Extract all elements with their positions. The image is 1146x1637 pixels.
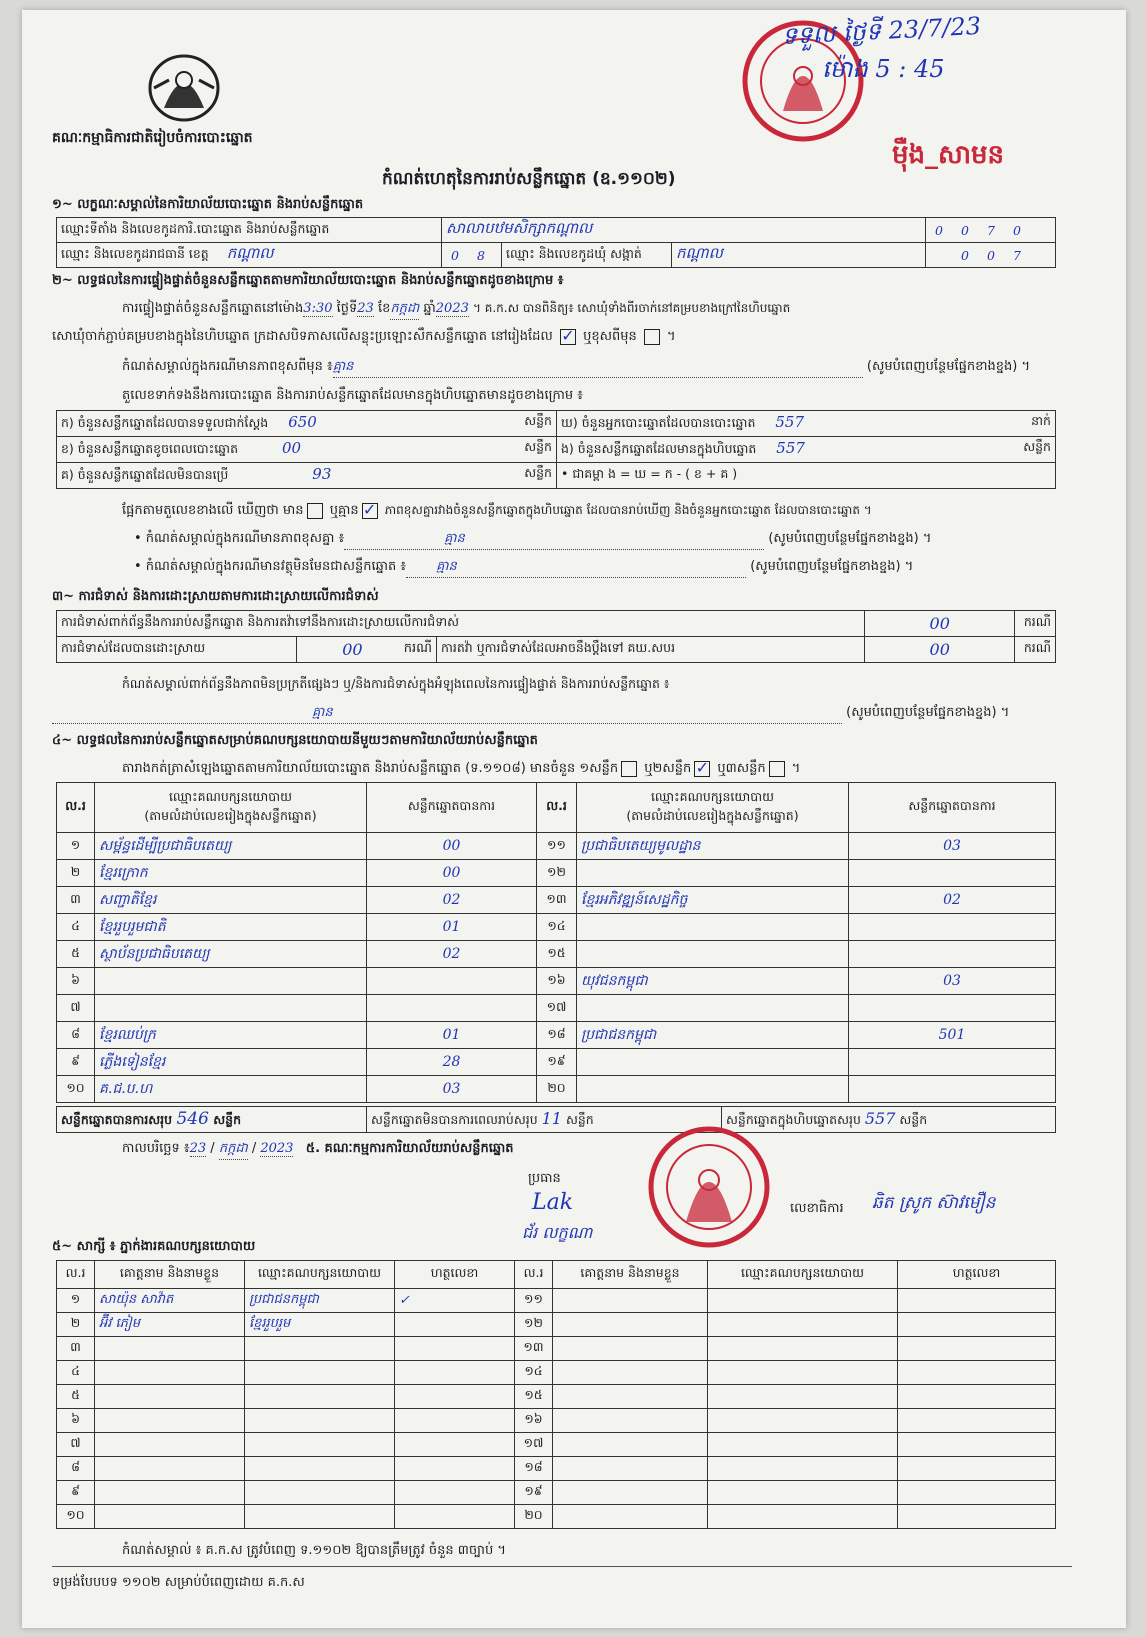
witness-name (95, 1457, 245, 1481)
resolved-label: ការជំទាស់ដែលបានដោះស្រាយ (57, 637, 297, 663)
commune-name: កណ្ដាល (672, 243, 926, 268)
witness-signature (395, 1481, 515, 1505)
witness-name (553, 1505, 708, 1529)
vote-count: 501 (849, 1022, 1056, 1049)
total-box: សន្លឹកឆ្នោតក្នុងហិបឆ្នោតសរុប 557 សន្លឹក (722, 1107, 1056, 1133)
party-name: ខ្មែរឈប់ក្រ (95, 1022, 367, 1049)
witness-name (553, 1361, 708, 1385)
party-name: ខ្មែរអភិវឌ្ឍន៍សេដ្ឋកិច្ច (577, 887, 849, 914)
witness-signature (898, 1361, 1056, 1385)
row-no: ៤ (57, 1361, 95, 1385)
footer-divider (52, 1566, 1072, 1567)
vote-count: 02 (367, 887, 537, 914)
commune-label: ឈ្មោះ និងលេខកូដឃុំ សង្កាត់ (502, 243, 672, 268)
witness-party (708, 1457, 898, 1481)
table-row (57, 1337, 1056, 1361)
row-no: ១៥ (537, 941, 577, 968)
row-no: ៧ (57, 1433, 95, 1457)
note1-value: គ្មាន (333, 358, 863, 378)
tally-sheet-line: តារាងកត់ត្រាសំឡេងឆ្នោតតាមការិយាល័យបោះឆ្នោត និងរាប់សន្លឹកឆ្នោត (ទ.១១០៨) មានចំនួន ១សន្លឹក ឬ២សន្លឹក ✓ ឬ៣សន្លឹក ។ (122, 757, 801, 777)
table-row (57, 833, 1056, 860)
row-no: ៨ (57, 1457, 95, 1481)
witness-signature (395, 1361, 515, 1385)
witness-signature (395, 1313, 515, 1337)
row-no: ១៩ (515, 1481, 553, 1505)
witness-name (95, 1409, 245, 1433)
col-votes-2: សន្លឹកឆ្នោតបានការ (849, 783, 1056, 833)
vote-count (849, 995, 1056, 1022)
province-label: ឈ្មោះ និងលេខកូដរាជធានី ខេត្ត កណ្ដាល (57, 243, 442, 268)
table-row (57, 1076, 1056, 1103)
stat-a: ក) ចំនួនសន្លឹកឆ្នោតដែលបានទទួលជាក់ស្ដែង 650 សន្លឹក (57, 411, 557, 437)
witness-signature: ✓ (395, 1289, 515, 1313)
party-name: សញ្ជាតិខ្មែរ (95, 887, 367, 914)
row-no: ២ (57, 1313, 95, 1337)
stat-c: គ) ចំនួនសន្លឹកឆ្នោតដែលមិនបានប្រើ 93 សន្លឹក (57, 463, 557, 489)
section1-table (56, 217, 1056, 268)
section5-heading: ៥~ សាក្សី ៖ ភ្នាក់ងារគណបក្សនយោបាយ (52, 1239, 256, 1254)
total-invalid: សន្លឹកឆ្នោតមិនបានការពេលរាប់សរុប 11 សន្លឹក (367, 1107, 722, 1133)
witness-signature (898, 1433, 1056, 1457)
witness-signature (395, 1337, 515, 1361)
witness-party (708, 1433, 898, 1457)
witness-party (245, 1385, 395, 1409)
stat-b: ខ) ចំនួនសន្លឹកឆ្នោតខូចពេលបោះឆ្នោត 00 សន្លឹក (57, 437, 557, 463)
verification-line-1: ការផ្ទៀងផ្ទាត់ចំនួនសន្លឹកឆ្នោតនៅម៉ោង3:30 ថ្ងៃទី23 ខែកក្កដា ឆ្នាំ2023 ។ គ.ក.ស បានពិនិត្យ៖ សោឃុំទាំងពីរចាក់នៅគម្របខាងក្រៅនៃហិបឆ្នោត (122, 300, 1112, 320)
witness-name (95, 1505, 245, 1529)
objections-table (56, 610, 1056, 663)
witness-party (245, 1505, 395, 1529)
vote-count: 02 (367, 941, 537, 968)
commune-code: 0 0 7 (926, 243, 1056, 268)
province-name: កណ្ដាល (226, 244, 274, 262)
row-no: ៩ (57, 1049, 95, 1076)
row-no: ១៧ (515, 1433, 553, 1457)
witness-party (245, 1457, 395, 1481)
witness-party (708, 1409, 898, 1433)
form-note: ទម្រង់បែបបទ ១១០២ សម្រាប់បំពេញដោយ គ.ក.ស (52, 1575, 305, 1590)
received-time-note: ម៉ោង 5 : 45 (822, 55, 945, 83)
w-col-sign-2: ហត្ថលេខា (898, 1261, 1056, 1289)
witness-party (245, 1481, 395, 1505)
party-name: ប្រជាជនកម្ពុជា (577, 1022, 849, 1049)
witness-name (95, 1481, 245, 1505)
results-table (56, 782, 1056, 1103)
chair-name: ជ័រ លក្ខណា (522, 1223, 593, 1242)
row-no: ២ (57, 860, 95, 887)
verification-line-2: សោឃុំចាក់ភ្ជាប់គម្របខាងក្នុងនៃហិបឆ្នោត ក្រដាសបិទភាសលើសន្លុះប្រឡោះសឹកសន្លឹកឆ្នោត នៅរៀងដែល ✓ ឬខុសពីមុន ។ (52, 325, 676, 345)
witness-signature (395, 1457, 515, 1481)
section1-heading: ១~ លក្ខណៈសម្គាល់នៃការិយាល័យបោះឆ្នោត និងរាប់សន្លឹកឆ្នោត (52, 197, 364, 212)
party-name (577, 941, 849, 968)
witness-signature (898, 1409, 1056, 1433)
note2-line: • កំណត់សម្គាល់ក្នុងករណីមានភាពខុសគ្នា ៖ គ្មាន (សូមបំពេញបន្ថែមផ្នែកខាងខ្នង) ។ (134, 530, 1109, 550)
stat-e: ង) ចំនួនសន្លឹកឆ្នោតដែលមានក្នុងហិបឆ្នោត 557 សន្លឹក (557, 437, 1056, 463)
row-no: ៨ (57, 1022, 95, 1049)
table-row (57, 1505, 1056, 1529)
row-no: ១ (57, 1289, 95, 1313)
vote-count: 01 (367, 914, 537, 941)
table-row (57, 1289, 1056, 1313)
party-name: ខ្មែររួបរួមជាតិ (95, 914, 367, 941)
witness-name (553, 1337, 708, 1361)
province-code: 0 8 (442, 243, 502, 268)
vote-count: 03 (849, 833, 1056, 860)
vote-count: 01 (367, 1022, 537, 1049)
party-name (577, 1049, 849, 1076)
row-no: ៣ (57, 1337, 95, 1361)
party-name: ភ្លើងទៀនខ្មែរ (95, 1049, 367, 1076)
witness-signature (898, 1337, 1056, 1361)
resolved-count: 00 ករណី (297, 637, 437, 663)
row-no: ១២ (515, 1313, 553, 1337)
figures-intro: តួលេខទាក់ទងនឹងការបោះឆ្នោត និងការរាប់សន្លឹកឆ្នោតដែលមានក្នុងហិបឆ្នោតមានដូចខាងក្រោម ៖ (122, 388, 583, 403)
stat-d: ឃ) ចំនួនអ្នកបោះឆ្នោតដែលបានបោះឆ្នោត 557 នាក់ (557, 411, 1056, 437)
agency-name: គណៈកម្មាធិការជាតិរៀបចំការបោះឆ្នោត (52, 130, 253, 146)
row-no: ១៥ (515, 1385, 553, 1409)
date-line: កាលបរិច្ឆេទ ៖23 / កក្កដា / 2023 ៥. គណៈកម្មការការិយាល័យរាប់សន្លឹកឆ្នោត (122, 1140, 514, 1160)
witness-party: ប្រជាជនកម្ពុជា (245, 1289, 395, 1313)
formula: • ជាគម្ពា ង = ឃ = ក - ( ខ + គ ) (557, 463, 1056, 489)
vote-count (849, 941, 1056, 968)
table-row (57, 1409, 1056, 1433)
row-no: ៥ (57, 941, 95, 968)
witness-signature (898, 1385, 1056, 1409)
row-no: ៤ (57, 914, 95, 941)
witness-party (245, 1409, 395, 1433)
vote-count (849, 914, 1056, 941)
row-no: ៧ (57, 995, 95, 1022)
different-checkbox[interactable] (644, 329, 660, 345)
row-no: ១៦ (515, 1409, 553, 1433)
party-name (577, 995, 849, 1022)
table-row (57, 1457, 1056, 1481)
w-col-no-2: ល.រ (515, 1261, 553, 1289)
row-no: ១៤ (515, 1361, 553, 1385)
witness-signature (395, 1385, 515, 1409)
row-no: ១៨ (515, 1457, 553, 1481)
w-col-sign: ហត្ថលេខា (395, 1261, 515, 1289)
witness-name (553, 1289, 708, 1313)
witness-name: សាយ៉ុន សាវ៉ាត (95, 1289, 245, 1313)
witness-signature (898, 1505, 1056, 1529)
witness-name (553, 1409, 708, 1433)
note1-line: កំណត់សម្គាល់ក្នុងករណីមានភាពខុសពីមុន ៖គ្មាន (សូមបំពេញបន្ថែមផ្នែកខាងខ្នង) ។ (122, 358, 1107, 378)
row-no: ១៣ (537, 887, 577, 914)
party-name: ស្ថាប័នប្រជាធិបតេយ្យ (95, 941, 367, 968)
row-no: ១៦ (537, 968, 577, 995)
witness-name (553, 1313, 708, 1337)
chair-signature: Lak (532, 1190, 574, 1215)
table-row (57, 995, 1056, 1022)
witness-signature (395, 1505, 515, 1529)
one-sheet-checkbox[interactable] (621, 761, 637, 777)
vote-count: 28 (367, 1049, 537, 1076)
three-sheets-checkbox[interactable] (769, 761, 785, 777)
party-name (577, 914, 849, 941)
row-no: ១០ (57, 1505, 95, 1529)
w-col-no: ល.រ (57, 1261, 95, 1289)
witness-party (708, 1385, 898, 1409)
witness-signature (898, 1313, 1056, 1337)
chair-title: ប្រធាន (528, 1171, 561, 1186)
witness-signature (395, 1409, 515, 1433)
no-discrepancy-checkbox[interactable]: ✓ (362, 499, 377, 519)
table-row (57, 1433, 1056, 1457)
section4-heading: ៤~ លទ្ធផលនៃការរាប់សន្លឹកឆ្នោតសម្រាប់គណបក្សនយោបាយនីមួយៗតាមការិយាល័យរាប់សន្លឹកឆ្នោត (52, 733, 538, 748)
received-date-note: ទទួល ថ្ងៃទី 23/7/23 (781, 11, 982, 51)
row-no: ១៩ (537, 1049, 577, 1076)
two-sheets-checkbox[interactable]: ✓ (695, 757, 709, 777)
party-name: គ.ជ.ប.ហ (95, 1076, 367, 1103)
footnote: កំណត់សម្គាល់ ៖ គ.ក.ស ត្រូវបំពេញ ទ.១១០២ ឱ្យបានត្រឹមត្រូវ ចំនួន ៣ច្បាប់ ។ (122, 1543, 506, 1558)
table-row (57, 1385, 1056, 1409)
vote-count: 00 (367, 833, 537, 860)
table-row (57, 1022, 1056, 1049)
total-valid: សន្លឹកឆ្នោតបានការសរុប 546 សន្លឹក (57, 1107, 367, 1133)
row-no: ១៧ (537, 995, 577, 1022)
row-no: ១១ (515, 1289, 553, 1313)
witness-name: អ៊ីវ ភៀម (95, 1313, 245, 1337)
witness-name (95, 1361, 245, 1385)
witness-signature (898, 1481, 1056, 1505)
party-name (577, 1076, 849, 1103)
witness-name (553, 1385, 708, 1409)
witness-name (553, 1433, 708, 1457)
party-name: សម្ព័ន្ធដើម្បីប្រជាធិបតេយ្យ (95, 833, 367, 860)
form-title: កំណត់ហេតុនៃការរាប់សន្លឹកឆ្នោត (ឧ.១១០២) (382, 169, 676, 189)
witness-party (708, 1481, 898, 1505)
form-sheet (22, 10, 1126, 1628)
row-no: ៦ (57, 968, 95, 995)
discrepancy-line: ផ្អែកតាមតួលេខខាងលើ ឃើញថា មាន ឬគ្មាន ✓ ភាពខុសគ្នារវាងចំនួនសន្លឹកឆ្នោតក្នុងហិបឆ្នោត ដែលបានរាប់ឃើញ និងចំនួនអ្នកបោះឆ្នោត ដែលបានបោះឆ្នោត ។ (122, 499, 872, 519)
note3-line: • កំណត់សម្គាល់ក្នុងករណីមានវត្ថុមិនមែនជាសន្លឹកឆ្នោត ៖ គ្មាន (សូមបំពេញបន្ថែមផ្នែកខាងខ្នង) ។ (134, 558, 1109, 578)
row-no: ១៨ (537, 1022, 577, 1049)
table-row (57, 941, 1056, 968)
table-row (57, 1313, 1056, 1337)
table-row (57, 968, 1056, 995)
witness-body (57, 1289, 1056, 1529)
objection-label: ការជំទាស់ពាក់ព័ន្ធនឹងការរាប់សន្លឹកឆ្នោត និងការតវ៉ាទៅនឹងការដោះស្រាយលើការជំទាស់ (57, 611, 865, 637)
table-row (57, 1361, 1056, 1385)
witnesses-table (56, 1260, 1056, 1529)
w-col-name-2: គោត្តនាម និងនាមខ្លួន (553, 1261, 708, 1289)
row-no: ១៣ (515, 1337, 553, 1361)
vote-count: 03 (367, 1076, 537, 1103)
section2-heading: ២~ លទ្ធផលនៃការផ្ទៀងផ្ទាត់ចំនួនសន្លឹកឆ្នោតតាមការិយាល័យបោះឆ្នោត និងរាប់សន្លឹកឆ្នោតដូចខាងក្រោម ៖ (52, 273, 564, 288)
objection-count: 00 (865, 611, 1015, 637)
vote-count (849, 1076, 1056, 1103)
witness-party (708, 1313, 898, 1337)
col-no-2: ល.រ (537, 783, 577, 833)
vote-count (849, 860, 1056, 887)
party-name: ប្រជាធិបតេយ្យមូលដ្ឋាន (577, 833, 849, 860)
row-no: ១១ (537, 833, 577, 860)
row-no: ១២ (537, 860, 577, 887)
witness-name (95, 1433, 245, 1457)
unit-case: ករណី (1015, 611, 1056, 637)
table-row (57, 887, 1056, 914)
w-col-party-2: ឈ្មោះគណបក្សនយោបាយ (708, 1261, 898, 1289)
table-row (57, 860, 1056, 887)
witness-signature (898, 1457, 1056, 1481)
figures-table (56, 410, 1056, 489)
site-name: សាលាបឋមសិក្សាកណ្ដាល (442, 218, 926, 243)
witness-name (95, 1337, 245, 1361)
appeal-count: 00 (865, 637, 1015, 663)
vote-count: 00 (367, 860, 537, 887)
col-party: ឈ្មោះគណបក្សនយោបាយ (តាមលំដាប់លេខរៀងក្នុងសន្លឹកឆ្នោត) (95, 783, 367, 833)
vote-count (367, 995, 537, 1022)
witness-party (708, 1289, 898, 1313)
w-col-party: ឈ្មោះគណបក្សនយោបាយ (245, 1261, 395, 1289)
party-name (577, 860, 849, 887)
row-no: ១០ (57, 1076, 95, 1103)
table-row (57, 1049, 1056, 1076)
totals-row (56, 1106, 1056, 1133)
w-col-name: គោត្តនាម និងនាមខ្លួន (95, 1261, 245, 1289)
witness-party (708, 1505, 898, 1529)
witness-signature (395, 1433, 515, 1457)
has-discrepancy-checkbox[interactable] (307, 503, 323, 519)
col-no: ល.រ (57, 783, 95, 833)
witness-party (708, 1361, 898, 1385)
vote-count (849, 1049, 1056, 1076)
witness-party (708, 1337, 898, 1361)
row-no: ៣ (57, 887, 95, 914)
row-no: ៩ (57, 1481, 95, 1505)
witness-name (95, 1385, 245, 1409)
site-label: ឈ្មោះទីតាំង និងលេខកូដការិ.បោះឆ្នោត និងរាប់សន្លឹកឆ្នោត (57, 218, 442, 243)
committee-stamp-icon (644, 1122, 774, 1252)
row-no: ៥ (57, 1385, 95, 1409)
party-name: យុវជនកម្ពុជា (577, 968, 849, 995)
results-body (57, 833, 1056, 1103)
same-as-before-checkbox[interactable]: ✓ (561, 325, 575, 345)
witness-party: ខ្មែររួបរួម (245, 1313, 395, 1337)
row-no: ១៤ (537, 914, 577, 941)
irregularity-note-label: កំណត់សម្គាល់ពាក់ព័ន្ធនឹងភាពមិនប្រក្រតីផ្សេងៗ ឬ/និងការជំទាស់ក្នុងអំឡុងពេលនៃការផ្ទៀងផ្ទាត់ និងការរាប់សន្លឹកឆ្នោត ៖ (122, 676, 670, 691)
row-no: ២០ (537, 1076, 577, 1103)
row-no: ៦ (57, 1409, 95, 1433)
witness-signature (898, 1289, 1056, 1313)
section3-heading: ៣~ ការជំទាស់ និងការដោះស្រាយតាមការដោះស្រាយលើការជំទាស់ (52, 589, 379, 604)
secretary-signature: ឆិត ស្រូក ស៊ាវមឿន (872, 1193, 996, 1213)
col-party-2: ឈ្មោះគណបក្សនយោបាយ (តាមលំដាប់លេខរៀងក្នុងសន្លឹកឆ្នោត) (577, 783, 849, 833)
party-name: ខ្មែរក្រោក (95, 860, 367, 887)
red-label: ម៉ឺង_សាមន (892, 140, 1005, 170)
vote-count: 03 (849, 968, 1056, 995)
vote-count (367, 968, 537, 995)
col-votes: សន្លឹកឆ្នោតបានការ (367, 783, 537, 833)
row-no: ២០ (515, 1505, 553, 1529)
witness-name (553, 1481, 708, 1505)
irregularity-note-line: គ្មាន (សូមបំពេញបន្ថែមផ្នែកខាងខ្នង) ។ (52, 704, 1107, 724)
unit-case-2: ករណី (1015, 637, 1056, 663)
site-code: 0 0 7 0 (926, 218, 1056, 243)
row-no: ១ (57, 833, 95, 860)
table-row (57, 914, 1056, 941)
secretary-label: លេខាធិការ (790, 1201, 844, 1216)
party-name (95, 968, 367, 995)
witness-party (245, 1433, 395, 1457)
vote-count: 02 (849, 887, 1056, 914)
nec-emblem-icon (144, 50, 224, 124)
party-name (95, 995, 367, 1022)
witness-party (245, 1337, 395, 1361)
appeal-label: ការតវ៉ា ឬការជំទាស់ដែលអាចនឹងប្ដឹងទៅ គឃ.សបរ (437, 637, 865, 663)
witness-party (245, 1361, 395, 1385)
witness-name (553, 1457, 708, 1481)
table-row (57, 1481, 1056, 1505)
